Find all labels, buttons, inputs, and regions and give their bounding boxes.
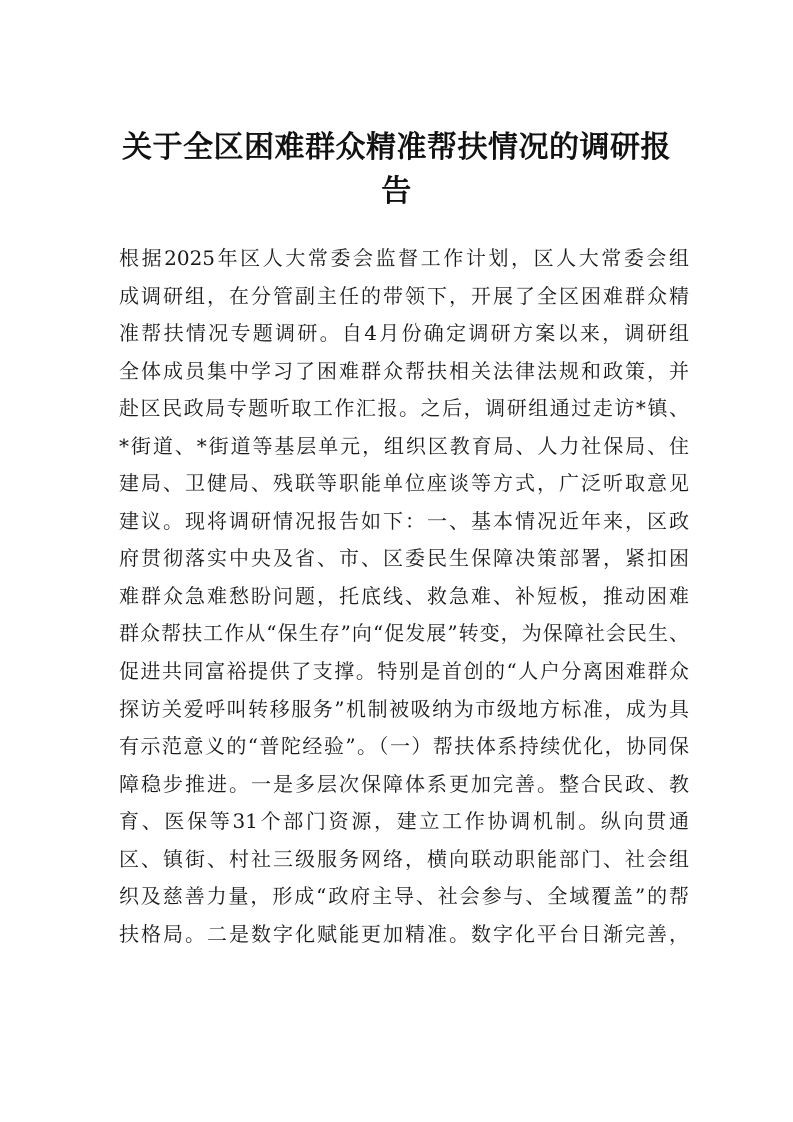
- body-text-line: 群众帮扶工作从“保生存”向“促发展”转变，为保障社会民生、: [119, 621, 689, 646]
- body-text-line: 府贯彻落实中央及省、市、区委民生保障决策部署，紧扣困: [119, 546, 689, 571]
- body-text-line: 难群众急难愁盼问题，托底线、救急难、补短板，推动困难: [119, 583, 689, 608]
- body-text-line: 育、医保等31个部门资源，建立工作协调机制。纵向贯通: [119, 809, 689, 834]
- body-text-line: 织及慈善力量，形成“政府主导、社会参与、全域覆盖”的帮: [119, 884, 689, 909]
- body-text-line: 促进共同富裕提供了支撑。特别是首创的“人户分离困难群众: [119, 659, 689, 684]
- body-text-line: 赴区民政局专题听取工作汇报。之后，调研组通过走访*镇、: [119, 396, 689, 421]
- body-text-line: 障稳步推进。一是多层次保障体系更加完善。整合民政、教: [119, 771, 689, 796]
- document-body: [119, 240, 689, 953]
- body-text-line: 探访关爱呼叫转移服务”机制被吸纳为市级地方标准，成为具: [119, 696, 689, 721]
- body-text-line: 成调研组，在分管副主任的带领下，开展了全区困难群众精: [119, 283, 689, 308]
- body-text-line: 全体成员集中学习了困难群众帮扶相关法律法规和政策，并: [119, 358, 689, 383]
- body-text-line: 建局、卫健局、残联等职能单位座谈等方式，广泛听取意见: [119, 471, 689, 496]
- body-text-line: 建议。现将调研情况报告如下：一、基本情况近年来，区政: [119, 508, 689, 533]
- body-text-line: 区、镇街、村社三级服务网络，横向联动职能部门、社会组: [119, 846, 689, 871]
- body-text-line: 扶格局。二是数字化赋能更加精准。数字化平台日渐完善，: [119, 921, 689, 946]
- body-text-line: 有示范意义的“普陀经验”。（一）帮扶体系持续优化，协同保: [119, 734, 689, 759]
- body-text-line: *街道、*街道等基层单元，组织区教育局、人力社保局、住: [119, 433, 689, 458]
- document-title: 关于全区困难群众精准帮扶情况的调研报告: [122, 130, 671, 209]
- body-text-line: 根据2025年区人大常委会监督工作计划，区人大常委会组: [119, 246, 689, 270]
- body-text-line: 准帮扶情况专题调研。自4月份确定调研方案以来，调研组: [119, 321, 689, 346]
